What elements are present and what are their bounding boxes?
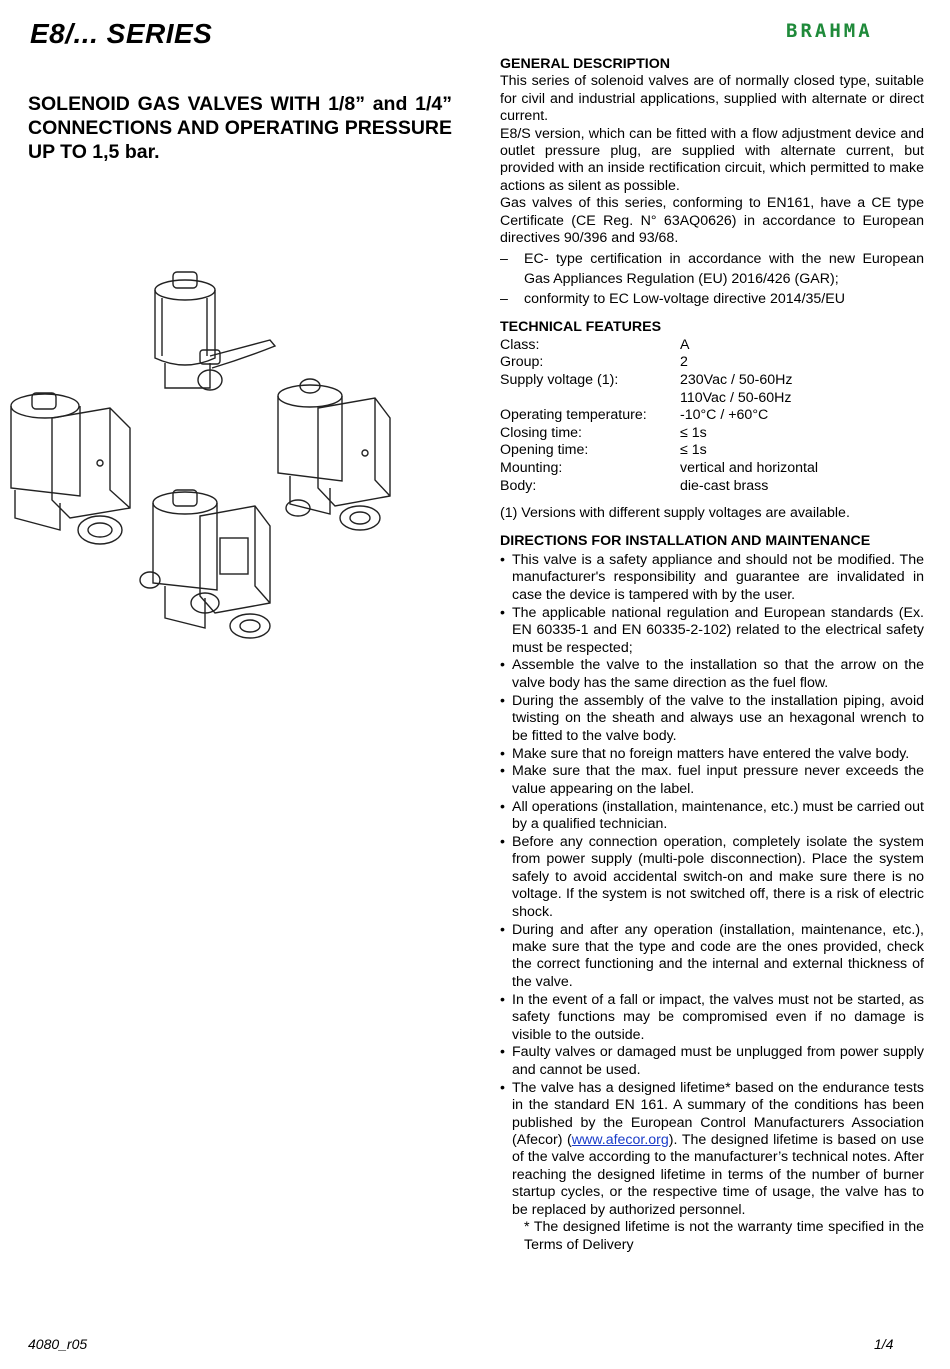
document-subtitle: SOLENOID GAS VALVES WITH 1/8” and 1/4” CONNECTIONS AND OPERATING PRESSURE UP TO 1,5 bar. [28,93,452,163]
list-item: • During the assembly of the valve to the installation piping, avoid twisting on the sheath and always use an hexagonal wrench to be fitted to the valve body. [500,693,924,745]
feature-label: Closing time: [500,424,583,441]
general-description-p1: This series of solenoid valves are of normally closed type, suitable for civil and industrial applications, supplied with alternate or direct current. [500,73,924,125]
list-item: • During and after any operation (installation, maintenance, etc.), make sure that the type and code are the ones provided, check the correct functioning and the internal and external thickness of the valve. [500,922,924,992]
lifetime-text-a: The valve has a designed lifetime* based on the endurance tests in the standard EN 161. A summary of the conditions has been published by the European Control Manufacturers Association (Afecor) ( [512,1079,924,1148]
series-title: E8/... SERIES [30,18,213,49]
list-item: • Before any connection operation, completely isolate the system from power supply (multi-pole disconnection). Place the system safely to avoid accidental switch-on and make sure there is no voltage. If the system is not switched off, there is a risk of electric shock. [500,834,924,921]
afecor-link[interactable]: www.afecor.org [571,1131,669,1148]
right-column [500,56,924,1254]
valve-left-drawing [11,393,130,544]
technical-features-table [500,337,924,495]
feature-value: ≤ 1s [680,424,707,441]
feature-label: Mounting: [500,460,563,477]
brand-logo [786,20,924,40]
list-item: • The applicable national regulation and European standards (Ex. EN 60335-1 and EN 60335-2-102) related to the electrical safety must be respected; [500,605,924,657]
valves-illustration [0,268,480,658]
feature-value: ≤ 1s [680,442,707,459]
feature-label: Group: [500,354,544,371]
valve-right-drawing [278,379,390,530]
list-item: • All operations (installation, maintenance, etc.) must be carried out by a qualified technician. [500,799,924,834]
document-code: 4080_r05 [28,1336,88,1352]
feature-label: Body: [500,477,537,494]
feature-value: 110Vac / 50-60Hz [680,389,792,406]
table-row [500,407,924,425]
technical-features-heading: TECHNICAL FEATURES [500,319,662,336]
feature-value: die-cast brass [680,477,769,494]
table-row [500,337,924,355]
list-item: • Make sure that the max. fuel input pressure never exceeds the value appearing on the label. [500,763,924,798]
certification-list [500,249,924,309]
general-description-heading: GENERAL DESCRIPTION [500,56,671,72]
list-item: • This valve is a safety appliance and should not be modified. The manufacturer's responsibility and guarantee are invalidated in case the device is tampered with by the user. [500,552,924,604]
brand-logo-text: BRAHMA [786,20,873,40]
directions-list [500,552,924,1219]
feature-label: Operating temperature: [500,407,647,424]
lifetime-footnote: * The designed lifetime is not the warranty time specified in the Terms of Delivery [524,1219,924,1253]
table-row [500,372,924,390]
list-item: • In the event of a fall or impact, the valves must not be started, as safety functions may be compromised even if no damage is visible to the outside. [500,992,924,1044]
feature-value: 230Vac / 50-60Hz [680,372,793,389]
table-row [500,425,924,443]
feature-label: Opening time: [500,442,589,459]
list-item: • Make sure that no foreign matters have entered the valve body. [500,746,924,763]
table-row [500,354,924,372]
feature-value: -10°C / +60°C [680,407,769,424]
table-row [500,390,924,408]
valve-bottom-drawing [140,490,270,638]
general-description-p2: E8/S version, which can be fitted with a flow adjustment device and outlet pressure plug, are supplied with alternate current, but provided with an inside rectification circuit, which permitted to make actions as silent as possible. [500,125,924,194]
page-number: 1/4 [874,1336,894,1352]
list-item: – conformity to EC Low-voltage directive 2014/35/EU [500,289,924,309]
lifetime-text-b: ). The designed lifetime is based on use of the valve according to the manufacturer’s technical notes. After reaching the designed lifetime in terms of the number of burner startup cycles, or the respective time of usage, the valve has to be replaced by authorized personnel. [512,1131,924,1218]
table-row [500,460,924,478]
feature-value: vertical and horizontal [680,460,819,477]
general-description-p3: Gas valves of this series, conforming to EN161, have a CE type Certificate (CE Reg. N° 63AQ0626) in accordance to European directives 90/396 and 93/68. [500,195,924,247]
feature-label: Supply voltage (1): [500,372,619,389]
directions-heading: DIRECTIONS FOR INSTALLATION AND MAINTENANCE [500,532,871,549]
valve-with-cable-drawing [155,272,275,390]
feature-value: A [680,336,690,353]
feature-label: Class: [500,336,540,353]
table-row [500,478,924,496]
list-item: – EC- type certification in accordance with the new European Gas Appliances Regulation (EU) 2016/426 (GAR); [500,249,924,289]
list-item: • Faulty valves or damaged must be unplugged from power supply and cannot be used. [500,1044,924,1079]
feature-value: 2 [680,354,688,371]
supply-voltage-note: (1) Versions with different supply voltages are available. [500,505,850,522]
list-item: • Assemble the valve to the installation so that the arrow on the valve body has the same direction as the fuel flow. [500,657,924,692]
list-item-lifetime [500,1080,924,1219]
feature-label [500,390,680,408]
table-row [500,442,924,460]
